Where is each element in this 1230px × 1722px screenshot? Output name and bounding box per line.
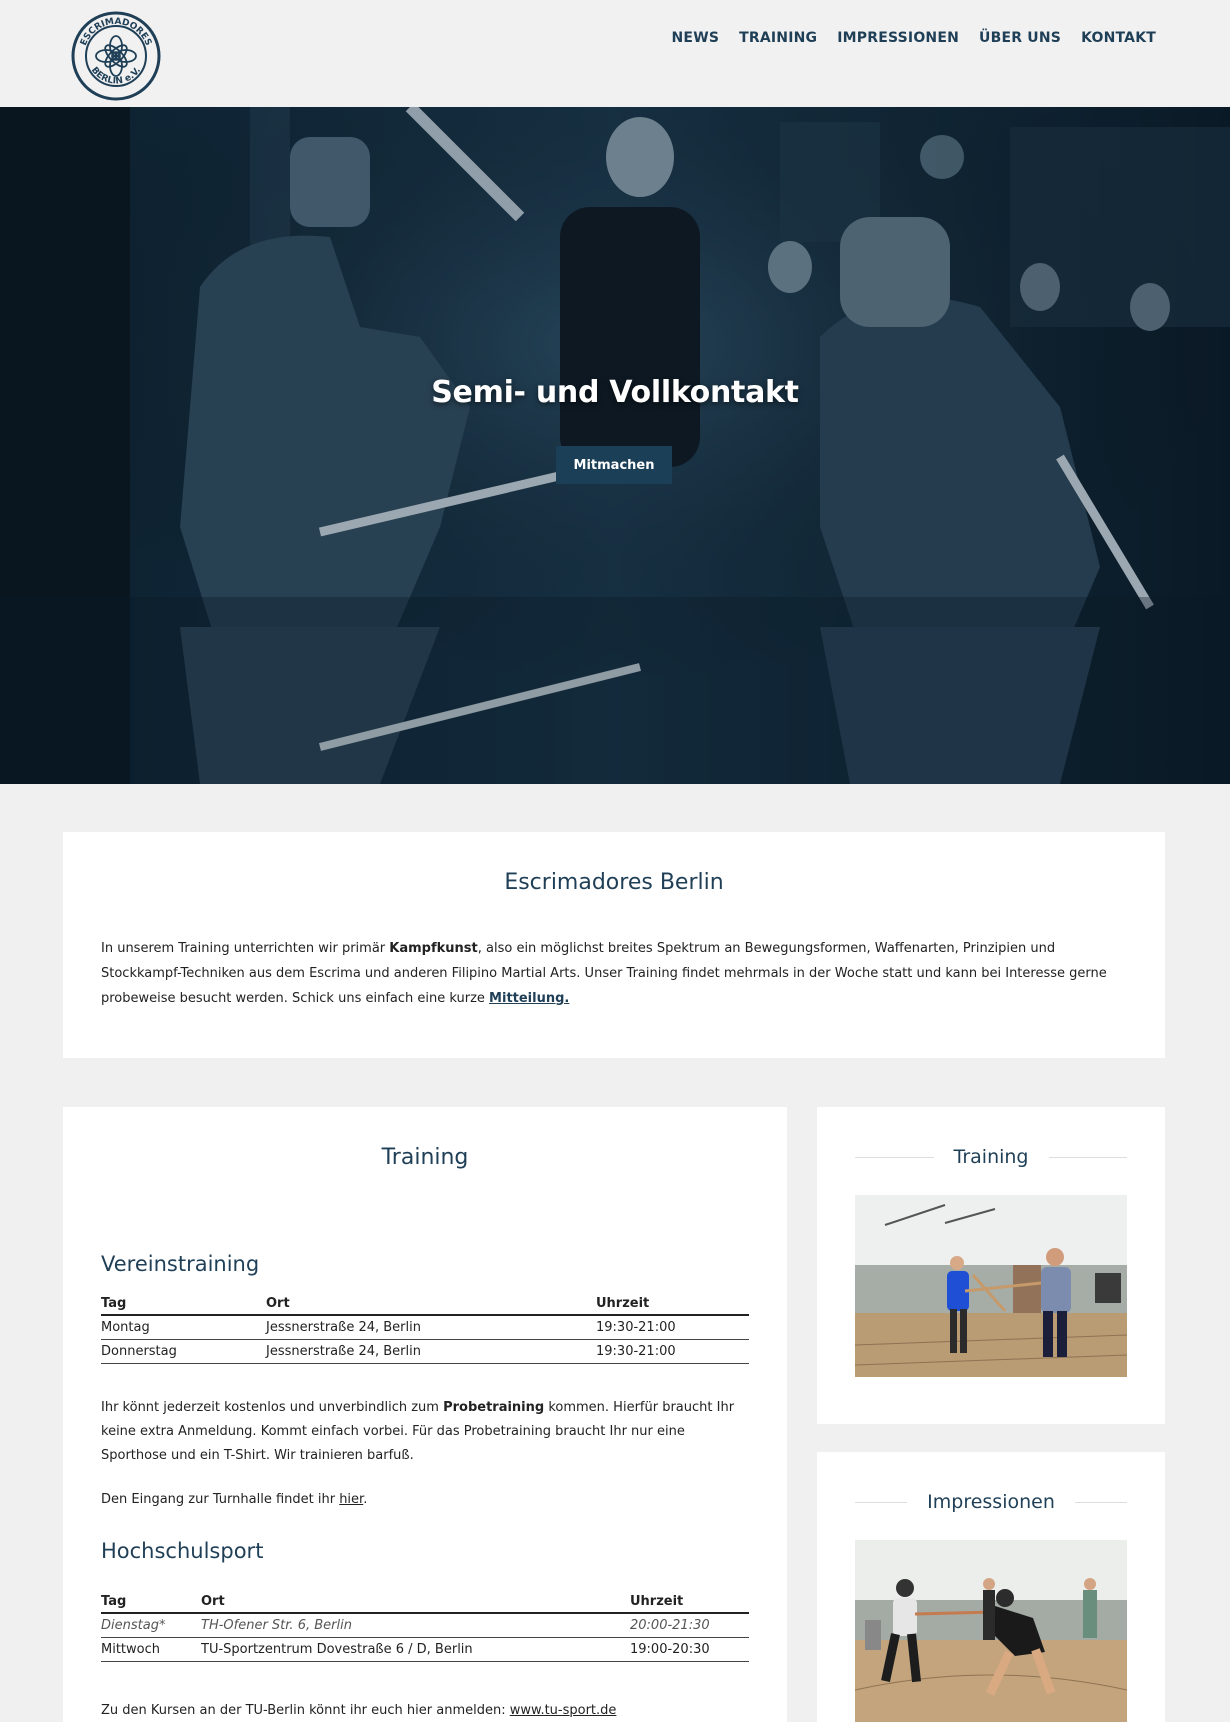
training-card: [63, 1107, 787, 1722]
training-title: Training: [381, 1145, 469, 1170]
tu-sport-link[interactable]: www.tu-sport.de: [509, 1703, 617, 1718]
eingang-text: [101, 1488, 741, 1512]
mitteilung-link[interactable]: Mitteilung.: [489, 991, 570, 1006]
nav-training[interactable]: TRAINING: [739, 30, 818, 46]
intro-title: Escrimadores Berlin: [504, 870, 724, 895]
impressionen-photo[interactable]: [855, 1540, 1127, 1722]
column-header: Uhrzeit: [630, 1591, 749, 1613]
column-header: Uhrzeit: [596, 1293, 749, 1315]
table-cell: Dienstag*: [101, 1613, 201, 1638]
table-cell: Montag: [101, 1315, 266, 1340]
intro-text-part: In unserem Training unterrichten wir primär: [101, 941, 390, 956]
eingang-link[interactable]: hier: [339, 1492, 364, 1507]
widget-title: [855, 1490, 1127, 1514]
probe-text-part: Ihr könnt jederzeit kostenlos und unverbindlich zum: [101, 1400, 444, 1415]
training-photo[interactable]: [855, 1195, 1127, 1377]
table-row: [101, 1340, 749, 1364]
hero-section: [0, 107, 1230, 784]
nav-kontakt[interactable]: KONTAKT: [1081, 30, 1156, 46]
nav-news[interactable]: NEWS: [671, 30, 720, 46]
table-cell: 20:00-21:30: [630, 1613, 749, 1638]
table-cell: 19:30-21:00: [596, 1315, 749, 1340]
widget-title-text: Training: [953, 1146, 1029, 1168]
probe-text-part: kommen. Hierfür braucht Ihr keine extra Anmeldung. Kommt einfach vorbei. Für das Probetraining braucht Ihr nur eine Sporthose und ein T-Shirt. Wir trainieren barfuß.: [101, 1400, 735, 1463]
escrimadores-logo[interactable]: [70, 10, 162, 102]
table-row: [101, 1613, 749, 1638]
hochschulsport-table: [101, 1591, 749, 1662]
title-divider: [855, 1502, 907, 1503]
table-row: [101, 1315, 749, 1340]
table-cell: TH-Ofener Str. 6, Berlin: [201, 1613, 630, 1638]
probe-text-bold: Probetraining: [443, 1400, 545, 1415]
table-cell: Jessnerstraße 24, Berlin: [266, 1315, 596, 1340]
intro-text-part: , also ein möglichst breites Spektrum an Bewegungsformen, Waffenarten, Prinzipien und Stockkampf-Techniken aus dem Escrima und anderen Filipino Martial Arts. Unser Training findet mehrmals in der Woche statt und kann bei Interesse gerne probeweise besucht werden. Schick uns einfach eine kurze: [101, 941, 1107, 1006]
svg-text:ESCRIMADORES: ESCRIMADORES: [79, 16, 153, 48]
main-nav: [672, 30, 1156, 46]
eingang-text-part: Den Eingang zur Turnhalle findet ihr: [101, 1492, 340, 1507]
widget-title: [855, 1145, 1127, 1169]
hochschulsport-heading: Hochschulsport: [101, 1539, 264, 1563]
widget-title-text: Impressionen: [927, 1491, 1055, 1513]
kurse-text: [101, 1699, 741, 1722]
table-header-row: [101, 1293, 749, 1315]
intro-text: [101, 936, 1121, 1011]
svg-text:BERLIN e.V.: BERLIN e.V.: [88, 65, 144, 87]
sidebar-training-widget: [817, 1107, 1165, 1424]
column-header: Tag: [101, 1591, 201, 1613]
kurse-text-part: Zu den Kursen an der TU-Berlin könnt ihr euch hier anmelden:: [101, 1703, 510, 1718]
hero-title: Semi- und Vollkontakt: [431, 375, 799, 410]
title-divider: [1049, 1157, 1128, 1158]
sidebar-impressionen-widget: [817, 1452, 1165, 1722]
table-cell: 19:00-20:30: [630, 1638, 749, 1662]
nav-ueber-uns[interactable]: ÜBER UNS: [979, 30, 1062, 46]
table-header-row: [101, 1591, 749, 1613]
column-header: Ort: [201, 1591, 630, 1613]
vereinstraining-heading: Vereinstraining: [101, 1252, 260, 1276]
table-cell: Jessnerstraße 24, Berlin: [266, 1340, 596, 1364]
table-cell: TU-Sportzentrum Dovestraße 6 / D, Berlin: [201, 1638, 630, 1662]
eingang-text-part: .: [363, 1492, 368, 1507]
site-header: [0, 0, 1230, 107]
table-cell: Donnerstag: [101, 1340, 266, 1364]
vereinstraining-table: [101, 1293, 749, 1364]
probetraining-text: [101, 1396, 741, 1468]
column-header: Tag: [101, 1293, 266, 1315]
table-cell: 19:30-21:00: [596, 1340, 749, 1364]
table-cell: Mittwoch: [101, 1638, 201, 1662]
column-header: Ort: [266, 1293, 596, 1315]
nav-impressionen[interactable]: IMPRESSIONEN: [837, 30, 960, 46]
title-divider: [855, 1157, 934, 1158]
mitmachen-button[interactable]: Mitmachen: [556, 446, 672, 484]
table-row: [101, 1638, 749, 1662]
intro-card: [63, 832, 1165, 1058]
intro-text-bold: Kampfkunst: [389, 941, 478, 956]
title-divider: [1075, 1502, 1127, 1503]
